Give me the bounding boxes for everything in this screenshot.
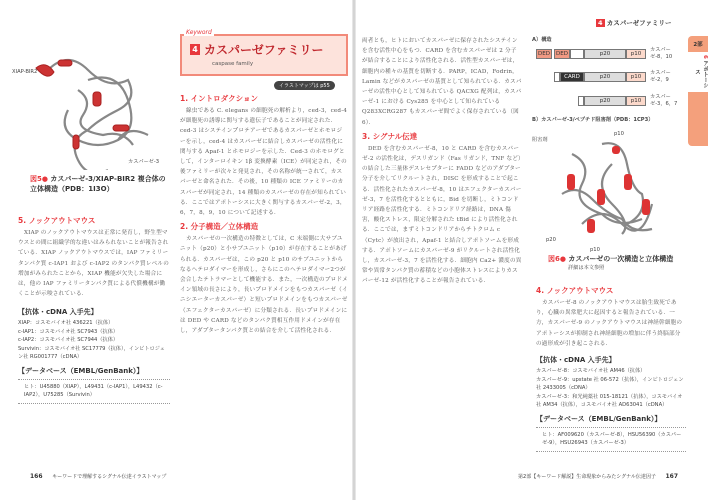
right-column: [536, 282, 686, 455]
right-footer: [518, 473, 678, 480]
antibody-item: Survivin：コスモバイオ社 SC17779（抗体），インビトロジェン社 RG001777（cDNA）: [18, 345, 165, 361]
figure6: [532, 36, 682, 256]
caption-note: 詳細は本文参照: [568, 265, 605, 271]
keyword-tag: Keyword: [186, 29, 212, 36]
antibody-item: c-IAP1：コスモバイオ社 SC7943（抗体）: [18, 328, 119, 335]
row-label: カスパーゼ-2，9: [650, 70, 671, 83]
figure6-a-label: A）構造: [532, 37, 552, 43]
antibody-item: カスパーゼ-9：upstate 社 06-572（抗体），インビトロジェン社 2433005（cDNA）: [536, 376, 684, 392]
section-heading: 1. イントロダクション: [180, 94, 259, 103]
p10-domain: p10: [626, 96, 646, 106]
chapter-side-tab[interactable]: [688, 36, 708, 146]
antibody-item: カスパーゼ-3：和光純薬社 015-18121（抗体），コスモバイオ社 AM34（抗体），コスモバイオ社 AD63041（cDNA）: [536, 393, 683, 409]
p10-label: p10: [614, 131, 624, 137]
section-text: カスパーゼの一次構造の特徴としては，C 末端側に大サブユニット（p20）と小サブユニット（p10）が存在することがあげられる．カスパーゼは，この p20 と p10 のサブユニットからなるヘテロダイマーを形成し，さらにこのヘテロダイマー2つが会合したテトラマーとして機能する．また，一次構造のプロドメイン領域の長さにより，長いプロドメインをもつカスパーゼ（イニシエーターカスパーゼ）と短いプロドメインをもつカスパーゼ（エフェクターカスパーゼ）に分類される．長いプロドメインには DED や CARD などのタンパク質相互作用ドメインが存在し，アダプタータンパク質との結合を介して活性化される．: [180, 236, 348, 335]
divider: [18, 379, 170, 380]
page-gutter: [352, 0, 356, 500]
section-text: 両者とも，ヒトにおいてカスパーゼに保存されたシステインを含む活性中心をもつ．CARD を含むカスパーゼは 2 分子が結合することにより活性化される．活性型カスパーゼは，細胞内の種々の基質を切断する．PARP，ICAD，Fodrin，Lamin などがカスパーゼの基質として知られている．カスパーゼの活性中心として知られている QACXG 配列は，カスパーゼ-1 における Cys285 を中心として知られている Q283XCRG287 もカスパーゼ間でよく保存されている（図6）．: [362, 38, 522, 126]
figure6-b-label: B）カスパーゼ-3/ペプチド阻害剤（PDB：1CP3）: [532, 117, 654, 123]
section-heading: 3. シグナル伝達: [362, 131, 418, 141]
section-heading: 4. ノックアウトマウス: [536, 286, 614, 295]
divider: [536, 451, 686, 452]
header-title: カスパーゼファミリー: [606, 19, 672, 27]
p10-label: p10: [590, 247, 600, 253]
chapter-title: アポトーシス: [694, 61, 708, 89]
row-label: カスパーゼ-8，10: [650, 47, 673, 60]
figure-number: 図5●: [30, 175, 48, 183]
card-domain: CARD: [560, 72, 584, 82]
caspase3-label: カスパーゼ-3: [128, 159, 160, 165]
p20-domain: p20: [584, 96, 626, 106]
figure5-caption: 図5● カスパーゼ-3/XIAP-BIR2 複合体の立体構造（PDB：1I3O）: [30, 175, 166, 193]
section-heading: 5. ノックアウトマウス: [18, 216, 96, 225]
keyword-number: 4: [190, 44, 200, 55]
middle-column: [180, 90, 348, 336]
book-title: キーワードで理解するシグナル伝達イラストマップ: [52, 474, 167, 480]
divider: [18, 403, 170, 404]
protein-structure-image: [18, 40, 168, 170]
section-text: DED を含むカスパーゼ-8，10 と CARD を含むカスパーゼ-2 の活性化は，デスリガンド（Fas リガンド，TNF など）の結合した三量体デスレセプターに FADD などのアダプター分子を介してリクルートされ，DISC を形成することで起こる．活性化されたカスパーゼ-8，10 はエフェクターカスパーゼ-3，7 を活性化するとともに，Bid を切断し，ミトコンドリア経路を活性化する．ミトコンドリア経路は，DNA 傷害，酸化ストレス，限定分解された tBid により活性化される．ここでは，まずミトコンドリアからチトクロム c（Cytc）が放出され，Apaf-1 と結合しアポトソームを形成する．アポトソームにカスパーゼ-9 がリクルートされ活性化し，カスパーゼ-3，7 を活性化する．細胞内 Ca2+ 濃度の異常や異常タンパク質の蓄積などの小胞体ストレスによりカスパーゼ-12 が活性化することが報告されている．: [362, 145, 522, 285]
antibody-item: c-IAP2：コスモバイオ社 SC7944（抗体）: [18, 337, 119, 344]
left-footer: [30, 473, 166, 480]
figure-number: 図6●: [548, 255, 566, 263]
figure6-caption: 図6● カスパーゼの一次構造と立体構造 詳細は本文参照: [548, 254, 688, 273]
inhibitor-label: 阻害剤: [532, 137, 548, 143]
antibody-heading: 【抗体・cDNA 入手先】: [536, 356, 616, 365]
page-number: 167: [665, 473, 678, 480]
row-label: カスパーゼ-3，6，7: [650, 94, 678, 107]
antibody-item: カスパーゼ-8：コスモバイオ社 AM46（抗体）: [536, 368, 646, 375]
section-text: 線虫である C. elegans の細胞死の解析より，ced-3，ced-4 が細胞死の誘導に関与する遺伝子であることが同定された．ced-3 はシステインプロテアーゼであるカスパーゼとホモロジーを示し，ced-4 はカスパーゼに結合しカスパーゼの活性化に関与する Apaf-1 とホモロジーを示した．Ced-3 のホモログとして，インターロイキン 1β 変換酵素（ICE）が同定され，その後ファミリーが次々と発見され，その名称が統一されて，カスパーゼと命名された．その後，10 種類の ICE ファミリーのカスパーゼが同定され，14 種類のカスパーゼの存在が知られている．ここではアポトーシスに大きく関与するカスパーゼ-2，3，6，7，8，9，10 について記述する．: [180, 108, 348, 217]
database-text: ヒト：AF009620（カスパーゼ-8），HSU56390（カスパーゼ-9），HSU26943（カスパーゼ-3）: [542, 431, 682, 447]
keyword-box: [180, 29, 348, 76]
keyword-title: カスパーゼファミリー: [204, 43, 324, 57]
part-label: 2部: [693, 42, 703, 48]
book-title: 第2部【キーワード解説】生命現象からみたシグナル伝達因子: [518, 474, 656, 480]
header-number: 4: [598, 19, 603, 27]
antibody-heading: 【抗体・cDNA 入手先】: [18, 308, 98, 317]
section-text: XIAP のノックアウトマウスは正常に発育し，野生型マウスとの間に組織学的な違いはみられないことが報告されている．XIAP ノックアウトマウスでは，IAP ファミリータンパク質 c-IAP1 および c-IAP2 のタンパク質レベルの増加がみられたことから，XIAP 機能が欠失した場合には，他の IAP ファミリータンパク質による代償機構が働くことが示唆されている．: [18, 230, 170, 298]
section-text: カスパーゼ-8 のノックアウトマウスは胎生致死であり，心臓の異常肥大に起因すると報告されている．一方，カスパーゼ-9 のノックアウトマウスは神経幹細胞のアポトーシスが抑制され神経細胞の増加に伴う終脳部分の過形成が引き起こされる．: [536, 300, 683, 347]
section5: [18, 212, 170, 407]
divider: [536, 427, 686, 428]
page-number: 166: [30, 473, 43, 480]
chapter-number: 6: [702, 55, 708, 60]
section-heading: 2. 分子構造／立体構造: [180, 222, 259, 232]
ded-domain: DED: [536, 49, 552, 59]
database-heading: 【データベース（EMBL/GenBank）】: [18, 366, 144, 375]
running-header: [596, 18, 672, 27]
xiap-bir2-label: XIAP-BIR2: [12, 69, 38, 75]
p10-domain: p10: [626, 49, 646, 59]
p20-domain: p20: [584, 49, 626, 59]
p10-domain: p10: [626, 72, 646, 82]
database-heading: 【データベース（EMBL/GenBank）】: [536, 414, 662, 423]
illust-map-reference[interactable]: イラストマップは p55: [274, 81, 335, 90]
right-text-column: [362, 36, 522, 287]
ded-domain: DED: [554, 49, 570, 59]
linker: [570, 49, 584, 59]
database-text: ヒト：U45880（XIAP），L49431（c-IAP1），L49432（c-IAP2），U75285（Survivin）: [24, 383, 163, 399]
antibody-item: XIAP：コスモバイオ社 436221（抗体）: [18, 320, 114, 327]
figure5-structure: [12, 40, 168, 170]
caspase3-structure-image: [542, 134, 672, 254]
p20-label: p20: [546, 237, 556, 243]
p20-domain: p20: [584, 72, 626, 82]
keyword-subtitle: caspase family: [212, 61, 254, 67]
